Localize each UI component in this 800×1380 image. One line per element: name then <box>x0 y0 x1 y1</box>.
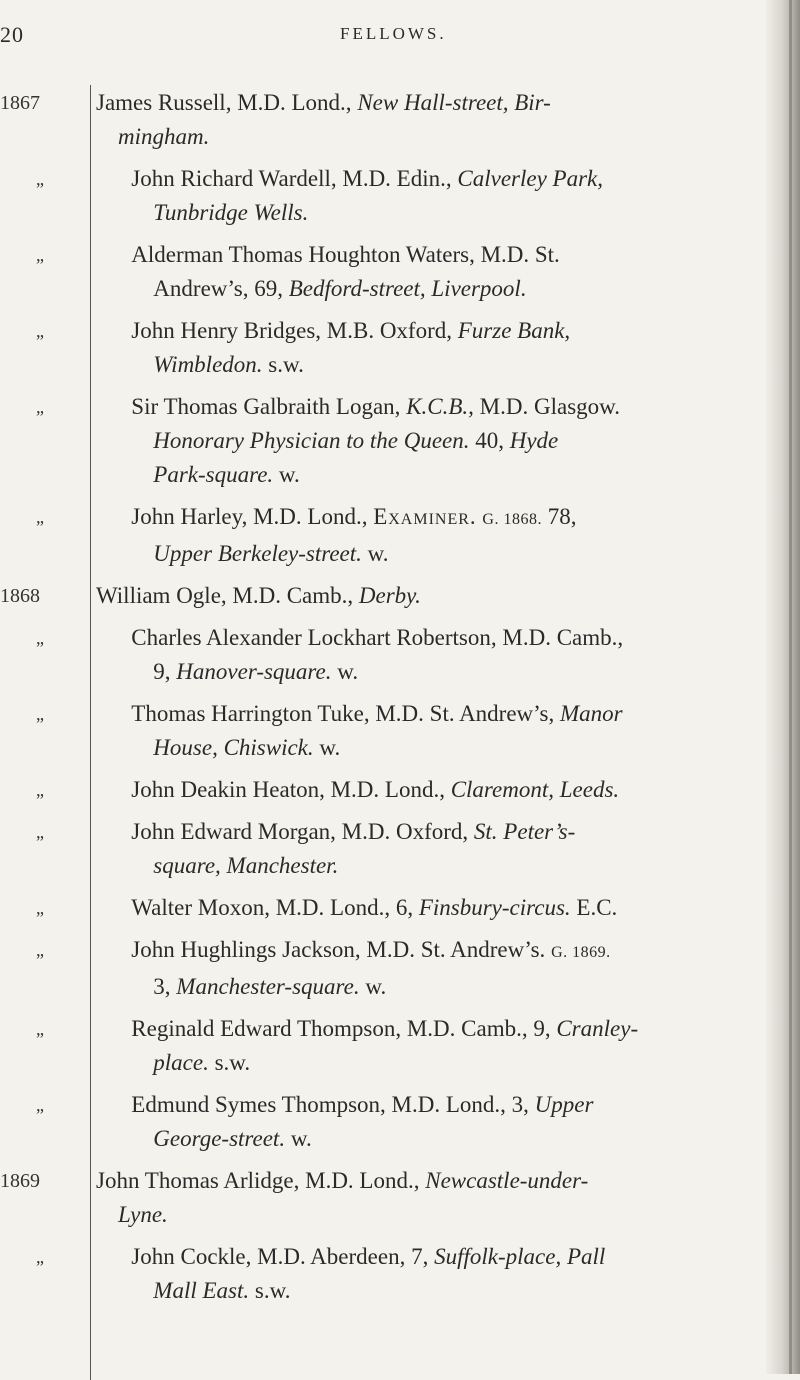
entry-text: Sir Thomas Galbraith Logan, K.C.B., M.D. Glasgow. Honorary Physician to the Queen. 40, Hyde Park-square. w. <box>131 394 621 487</box>
ditto-mark: „ <box>36 704 44 724</box>
entry-text: Thomas Harrington Tuke, M.D. St. Andrew’s, Manor House, Chiswick. w. <box>131 701 623 760</box>
entry-text: James Russell, M.D. Lond., New Hall-street, Bir- mingham. <box>96 90 551 149</box>
ditto-mark: „ <box>36 321 44 341</box>
list-item <box>0 613 790 689</box>
list-item <box>0 925 790 1004</box>
ditto-mark: „ <box>36 940 44 960</box>
year-label: 1867 <box>0 92 40 114</box>
page-number: 20 <box>0 22 24 47</box>
entry-text: Charles Alexander Lockhart Robertson, M.D. Camb., 9, Hanover-square. w. <box>131 625 624 684</box>
list-item <box>0 807 790 883</box>
ditto-mark: „ <box>36 1019 44 1039</box>
ditto-mark: „ <box>36 507 44 527</box>
entry-text: John Harley, M.D. Lond., Examiner. G. 1868. 78, Upper Berkeley-street. w. <box>131 504 577 566</box>
list-item <box>0 382 790 492</box>
entry-text: Edmund Symes Thompson, M.D. Lond., 3, Upper George-street. w. <box>131 1092 594 1151</box>
entry-text: John Henry Bridges, M.B. Oxford, Furze Bank, Wimbledon. s.w. <box>131 318 571 377</box>
entry-text: Walter Moxon, M.D. Lond., 6, Finsbury-circus. E.C. <box>131 895 618 920</box>
list-item <box>0 1004 790 1080</box>
entry-text: John Edward Morgan, M.D. Oxford, St. Peter’s- square, Manchester. <box>131 819 576 878</box>
fellows-list <box>0 78 790 1308</box>
entry-text: William Ogle, M.D. Camb., Derby. <box>96 583 421 608</box>
list-item <box>0 883 790 925</box>
year-label: 1869 <box>0 1170 40 1192</box>
ditto-mark: „ <box>36 822 44 842</box>
list-item <box>0 689 790 765</box>
ditto-mark: „ <box>36 1095 44 1115</box>
list-item <box>0 78 790 154</box>
entry-text: John Hughlings Jackson, M.D. St. Andrew’s. G. 1869. 3, Manchester-square. w. <box>131 937 611 999</box>
list-item <box>0 1156 790 1232</box>
ditto-mark: „ <box>36 1247 44 1267</box>
page-header <box>0 22 790 62</box>
list-item <box>0 492 790 571</box>
list-item <box>0 306 790 382</box>
ditto-mark: „ <box>36 245 44 265</box>
list-item <box>0 1080 790 1156</box>
entry-text: John Richard Wardell, M.D. Edin., Calverley Park, Tunbridge Wells. <box>131 166 603 225</box>
entry-text: John Deakin Heaton, M.D. Lond., Claremont, Leeds. <box>131 777 620 802</box>
entry-text: Reginald Edward Thompson, M.D. Camb., 9, Cranley- place. s.w. <box>131 1016 639 1075</box>
entry-text: John Cockle, M.D. Aberdeen, 7, Suffolk-place, Pall Mall East. s.w. <box>131 1244 606 1303</box>
running-head: FELLOWS. <box>340 24 447 43</box>
year-label: 1868 <box>0 585 40 607</box>
ditto-mark: „ <box>36 628 44 648</box>
entry-text: John Thomas Arlidge, M.D. Lond., Newcastle-under- Lyne. <box>96 1168 589 1227</box>
list-item <box>0 765 790 807</box>
list-item <box>0 1232 790 1308</box>
list-item <box>0 230 790 306</box>
list-item <box>0 154 790 230</box>
ditto-mark: „ <box>36 169 44 189</box>
ditto-mark: „ <box>36 780 44 800</box>
ditto-mark: „ <box>36 397 44 417</box>
entry-text: Alderman Thomas Houghton Waters, M.D. St. Andrew’s, 69, Bedford-street, Liverpool. <box>131 242 560 301</box>
list-item <box>0 571 790 613</box>
ditto-mark: „ <box>36 898 44 918</box>
